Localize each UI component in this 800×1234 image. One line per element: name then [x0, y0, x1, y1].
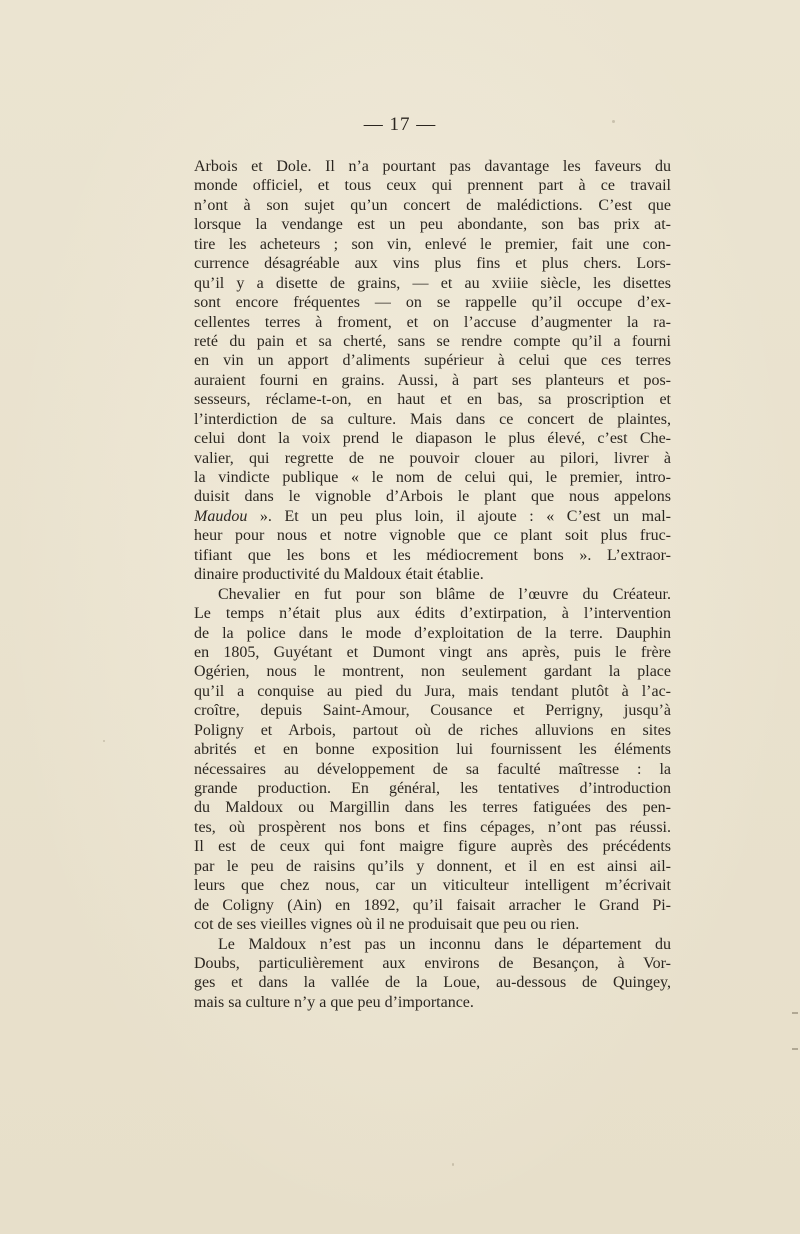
- paper-speck: [287, 968, 290, 970]
- paper-speck: [452, 1163, 454, 1166]
- text-line: Il est de ceux qui font maigre figure auprès des précédents: [194, 838, 671, 856]
- text-line: sesseurs, réclame-t-on, en haut et en bas, sa proscription et: [194, 391, 671, 409]
- text-line: tire les acheteurs ; son vin, enlevé le premier, fait une con-: [194, 235, 671, 253]
- text-line: Le temps n’était plus aux édits d’extirpation, à l’intervention: [194, 605, 671, 623]
- text-line: leurs que chez nous, car un viticulteur intelligent m’écrivait: [194, 877, 671, 895]
- body-text: [194, 157, 671, 1012]
- text-line: n’ont à son sujet qu’un concert de malédictions. C’est que: [194, 196, 671, 214]
- text-line: de la police dans le mode d’exploitation de la terre. Dauphin: [194, 624, 671, 642]
- text-line: par le peu de raisins qu’ils y donnent, et il en est ainsi ail-: [194, 857, 671, 875]
- text-line: abrités et en bonne exposition lui fournissent les éléments: [194, 741, 671, 759]
- text-line: duisit dans le vignoble d’Arbois le plant que nous appelons: [194, 488, 671, 506]
- text-line: tifiant que les bons et les médiocrement bons ». L’extraor-: [194, 546, 671, 564]
- text-line: grande production. En général, les tentatives d’introduction: [194, 780, 671, 797]
- page-number: — 17 —: [363, 114, 437, 135]
- text-line: en vin un apport d’aliments supérieur à celui que ces terres: [194, 352, 671, 370]
- text-line: celui dont la voix prend le diapason le plus élevé, c’est Che-: [194, 430, 671, 448]
- text-line: l’interdiction de sa culture. Mais dans ce concert de plaintes,: [194, 410, 671, 428]
- text-line: tes, où prospèrent nos bons et fins cépages, n’ont pas réussi.: [194, 818, 671, 836]
- text-line: dinaire productivité du Maldoux était établie.: [194, 566, 484, 584]
- text-line: croître, depuis Saint-Amour, Cousance et Perrigny, jusqu’à: [194, 702, 671, 720]
- text-line: Doubs, particulièrement aux environs de Besançon, à Vor-: [194, 954, 671, 972]
- text-line: de Coligny (Ain) en 1892, qu’il faisait arracher le Grand Pi-: [194, 896, 671, 914]
- text-line: Ogérien, nous le montrent, non seulement gardant la place: [194, 663, 671, 681]
- page-edge-mark: [792, 1048, 798, 1050]
- text-line: mais sa culture n’y a que peu d’importance.: [194, 993, 474, 1011]
- text-line: qu’il a conquise au pied du Jura, mais tendant plutôt à l’ac-: [194, 682, 671, 700]
- paper-speck: [103, 740, 105, 742]
- text-line: du Maldoux ou Margillin dans les terres fatiguées des pen-: [194, 799, 671, 817]
- text-line: la vindicte publique « le nom de celui qui, le premier, intro-: [194, 469, 671, 486]
- paper-speck: [540, 552, 542, 554]
- italic-word: Maudou: [194, 507, 248, 525]
- text-line: ges et dans la vallée de la Loue, au-dessous de Quingey,: [194, 974, 671, 992]
- text-line: cot de ses vieilles vignes où il ne produisait que peu ou rien.: [194, 916, 580, 934]
- text-line: currence désagréable aux vins plus fins et plus chers. Lors-: [194, 255, 671, 273]
- text-line: valier, qui regrette de ne pouvoir clouer au pilori, livrer à: [194, 449, 671, 467]
- text-line: en 1805, Guyétant et Dumont vingt ans après, puis le frère: [194, 643, 671, 661]
- text-line: qu’il y a disette de grains, — et au xviiie siècle, les disettes: [194, 274, 671, 292]
- text-line: nécessaires au développement de sa faculté maîtresse : la: [194, 760, 671, 778]
- paper-speck: [612, 120, 615, 123]
- text-line: sont encore fréquentes — on se rappelle qu’il occupe d’ex-: [194, 294, 671, 312]
- text-line: reté du pain et sa cherté, sans se rendre compte qu’il a fourni: [194, 332, 671, 350]
- text-line: Poligny et Arbois, partout où de riches alluvions en sites: [194, 721, 671, 739]
- text-line: heur pour nous et notre vignoble que ce plant soit plus fruc-: [194, 527, 671, 545]
- text-line: Maudou ». Et un peu plus loin, il ajoute : « C’est un mal-: [194, 507, 671, 525]
- text-line: Chevalier en fut pour son blâme de l’œuvre du Créateur.: [218, 585, 671, 603]
- text-line: auraient fourni en grains. Aussi, à part ses planteurs et pos-: [194, 371, 671, 389]
- text-line: cellentes terres à froment, et on l’accuse d’augmenter la ra-: [194, 313, 671, 331]
- text-line: Arbois et Dole. Il n’a pourtant pas davantage les faveurs du: [194, 158, 671, 175]
- text-line: lorsque la vendange est un peu abondante, son bas prix at-: [194, 216, 671, 234]
- page-edge-mark: [792, 1012, 798, 1014]
- text-line: Le Maldoux n’est pas un inconnu dans le département du: [218, 935, 671, 953]
- text-line: monde officiel, et tous ceux qui prennent part à ce travail: [194, 177, 671, 195]
